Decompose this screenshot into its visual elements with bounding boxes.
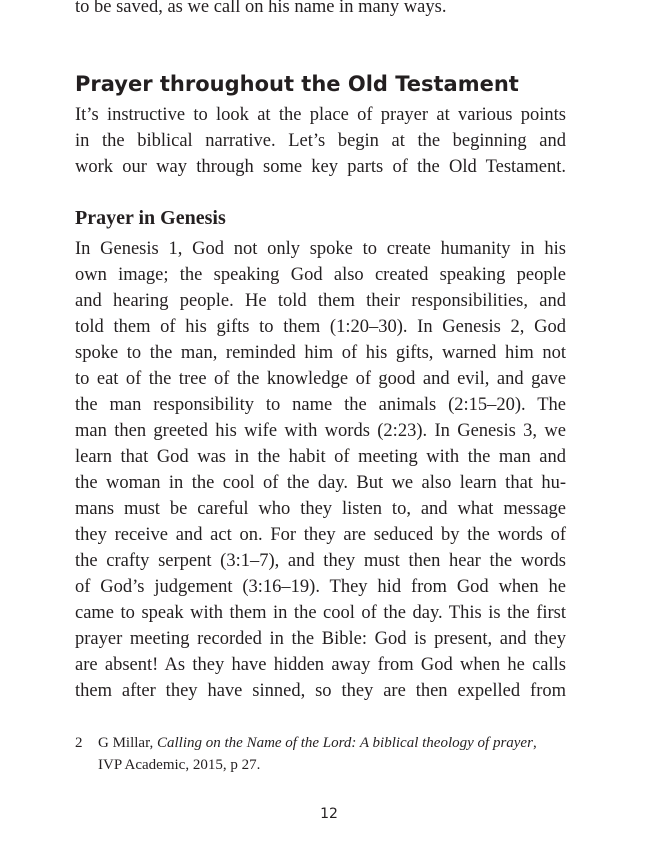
footnote	[75, 732, 566, 780]
text-line: the woman in the cool of the day. But we also learn that hu-	[75, 473, 566, 493]
text-line: own image; the speaking God also created speaking people	[75, 265, 566, 285]
footnote-line-1	[98, 732, 537, 755]
text-line: came to speak with them in the cool of the day. This is the first	[75, 603, 566, 623]
footnote-author: G Millar,	[98, 735, 157, 751]
text-line: prayer meeting recorded in the Bible: God is present, and they	[75, 629, 566, 649]
page-number: 12	[320, 806, 338, 822]
footnote-title: Calling on the Name of the Lord: A biblical theology of prayer	[156, 735, 533, 751]
text-line: learn that God was in the habit of meeting with the man and	[75, 447, 566, 467]
text-line: and hearing people. He told them their responsibilities, and	[75, 291, 566, 311]
subheading: Prayer in Genesis	[75, 207, 226, 229]
text-line: In Genesis 1, God not only spoke to create humanity in his	[75, 239, 566, 259]
text-line: in the biblical narrative. Let’s begin at the beginning and	[75, 131, 566, 151]
footnote-number: 2	[75, 735, 83, 751]
text-line: man then greeted his wife with words (2:23). In Genesis 3, we	[75, 421, 566, 441]
text-line: them after they have sinned, so they are then expelled from	[75, 681, 566, 701]
text-line: are absent! As they have hidden away from God when he calls	[75, 655, 566, 675]
text-line: It’s instructive to look at the place of prayer at various points	[75, 105, 566, 125]
text-line: work our way through some key parts of the Old Testament.	[75, 157, 566, 177]
text-line: mans must be careful who they listen to, and what message	[75, 499, 566, 519]
section-heading: Prayer throughout the Old Testament	[75, 72, 519, 96]
footnote-line-2: IVP Academic, 2015, p 27.	[98, 757, 261, 773]
text-line: they receive and act on. For they are seduced by the words of	[75, 525, 566, 545]
text-line: told them of his gifts to them (1:20–30). In Genesis 2, God	[75, 317, 566, 337]
text-line: the man responsibility to name the animals (2:15–20). The	[75, 395, 566, 415]
footnote-punct: ,	[532, 735, 537, 751]
text-line: spoke to the man, reminded him of his gifts, warned him not	[75, 343, 566, 363]
text-line: the crafty serpent (3:1–7), and they must then hear the words	[75, 551, 566, 571]
text-line: of God’s judgement (3:16–19). They hid from God when he	[75, 577, 566, 597]
text-line: to eat of the tree of the knowledge of good and evil, and gave	[75, 369, 566, 389]
carryover-text-line: to be saved, as we call on his name in many ways.	[75, 0, 447, 17]
